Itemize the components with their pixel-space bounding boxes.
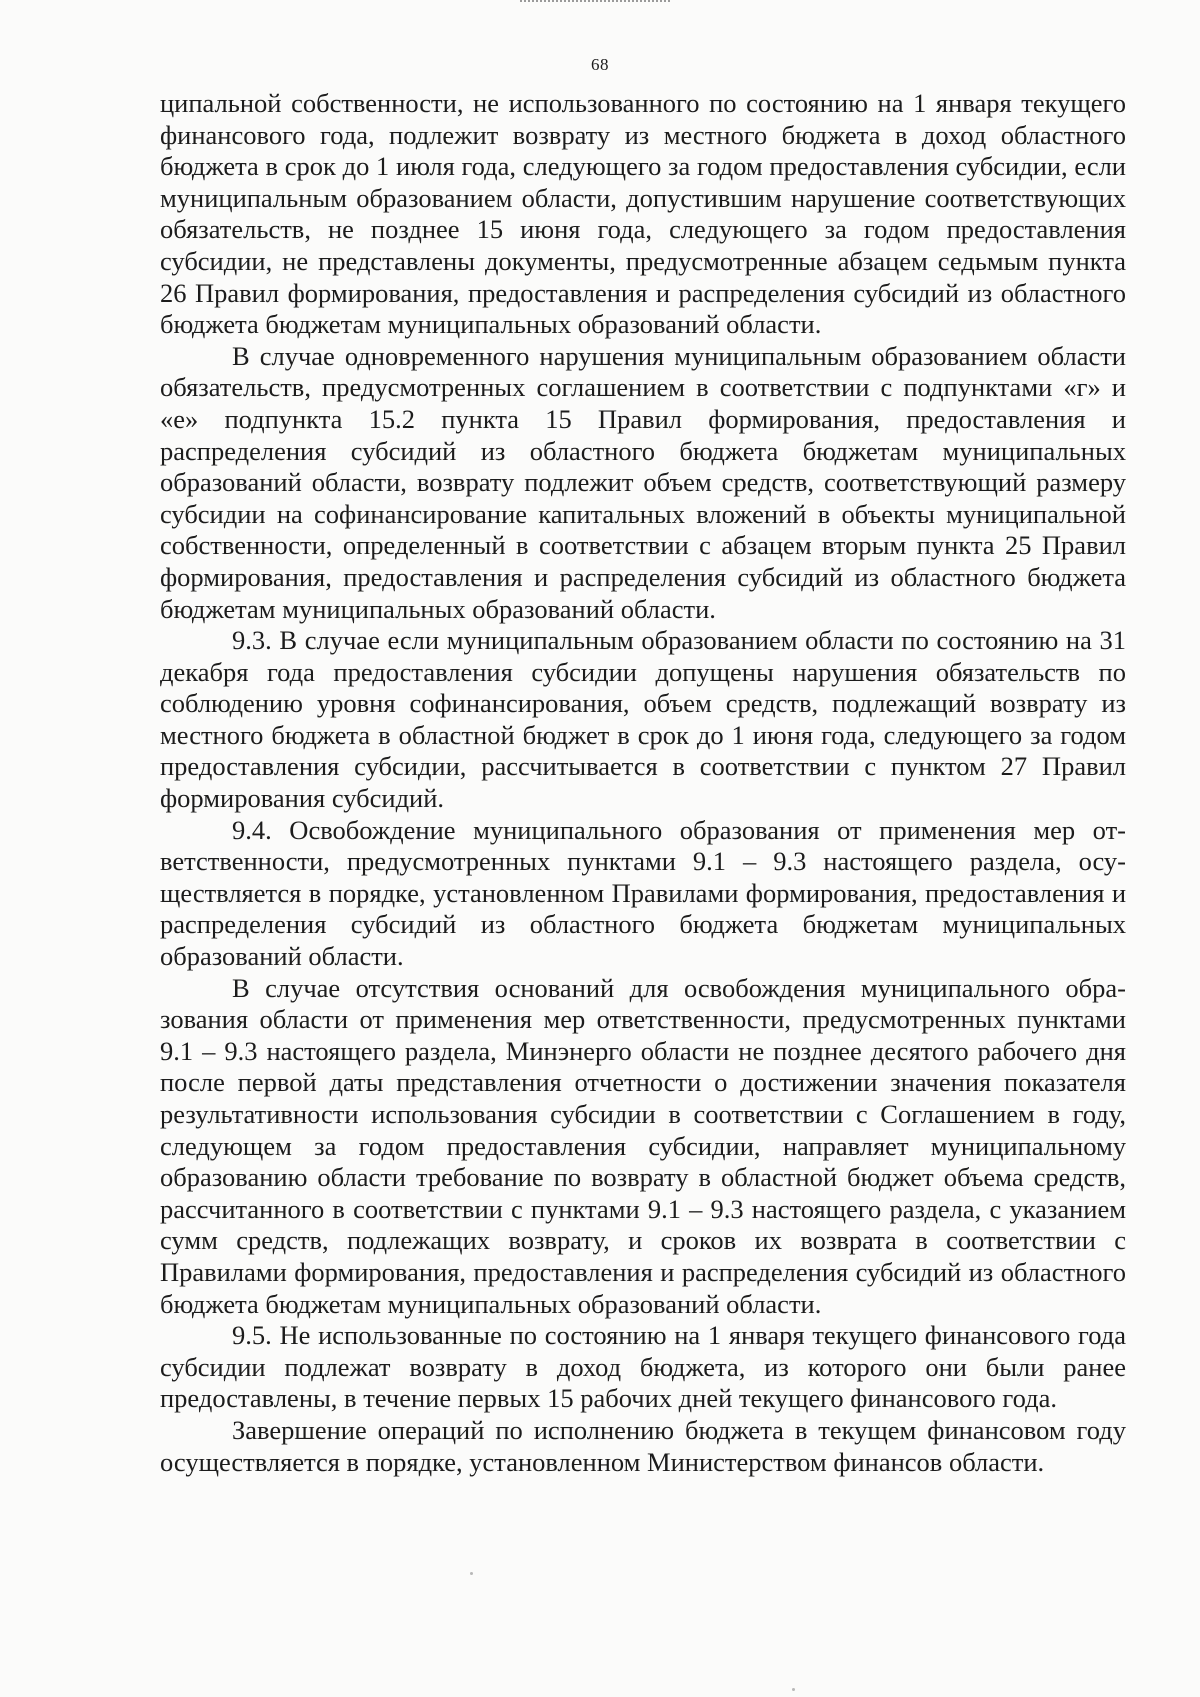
paragraph-9-3: 9.3. В случае если муниципальным образованием области по состоянию на 31 декабря года предоставления субсидии допущены нарушения обязательств по соблюдению уровня софинансирования, объем средств, подлежащий возврату из местного бюджета в областной бюджет в срок до 1 июня года, следующего за годом предоставления субсидии, рассчитывается в соответствии с пунктом 27 Правил формирования субсидий.	[160, 625, 1126, 814]
page-number: 68	[591, 55, 609, 74]
paragraph-completion: Завершение операций по исполнению бюджета в текущем финансовом году осуществляется в порядке, установленном Министерством финансов области.	[160, 1414, 1126, 1477]
scan-artifact-top	[520, 0, 670, 7]
paragraph-9-5: 9.5. Не использованные по состоянию на 1 января текущего финансового года субсидии подлежат возврату в доход бюджета, из которого они были ранее предоставлены, в течение первых 15 рабочих дней текущего финансового года.	[160, 1320, 1126, 1414]
paragraph-continuation: ципальной собственности, не использованного по состоянию на 1 января текущего финансового года, подлежит возврату из местного бюджета в доход областного бюджета в срок до 1 июля года, следующего за годом предоставления субсидии, если муниципальным образованием области, допустившим нарушение соответствующих обязательств, не позднее 15 июня года, следующего за годом предоставления субсидии, не представлены документы, предусмотренные абзацем седьмым пункта 26 Правил формирования, предоставления и распределения субсидий из областного бюджета бюджетам муниципальных образований области.	[160, 88, 1126, 340]
paragraph-no-grounds: В случае отсутствия оснований для освобождения муниципального образования области от применения мер ответственности, предусмотренных пунктами 9.1 – 9.3 настоящего раздела, Минэнерго области не позднее десятого рабочего дня после первой даты представления отчетности о достижении значения показателя результативности использования субсидии в соответствии с Соглашением в году, следующем за годом предоставления субсидии, направляет муниципальному образованию области требование по возврату в областной бюджет объема средств, рассчитанного в соответствии с пунктами 9.1 – 9.3 настоящего раздела, с указанием сумм средств, подлежащих возврату, и сроков их возврата в соответствии с Правилами формирования, предоставления и распределения субсидий из областного бюджета бюджетам муниципальных образований области.	[160, 972, 1126, 1319]
document-body	[160, 88, 1126, 1478]
paragraph-9-4: 9.4. Освобождение муниципального образования от применения мер ответственности, предусмотренных пунктами 9.1 – 9.3 настоящего раздела, осуществляется в порядке, установленном Правилами формирования, предоставления и распределения субсидий из областного бюджета бюджетам муниципальных образований области.	[160, 814, 1126, 972]
paragraph-simultaneous-violation: В случае одновременного нарушения муниципальным образованием области обязательств, предусмотренных соглашением в соответствии с подпунктами «г» и «е» подпункта 15.2 пункта 15 Правил формирования, предоставления и распределения субсидий из областного бюджета бюджетам муниципальных образований области, возврату подлежит объем средств, соответствующий размеру субсидии на софинансирование капитальных вложений в объекты муниципальной собственности, определенный в соответствии с абзацем вторым пункта 25 Правил формирования, предоставления и распределения субсидий из областного бюджета бюджетам муниципальных образований области.	[160, 340, 1126, 624]
scan-speck	[470, 1572, 473, 1575]
scan-speck	[792, 1688, 795, 1691]
